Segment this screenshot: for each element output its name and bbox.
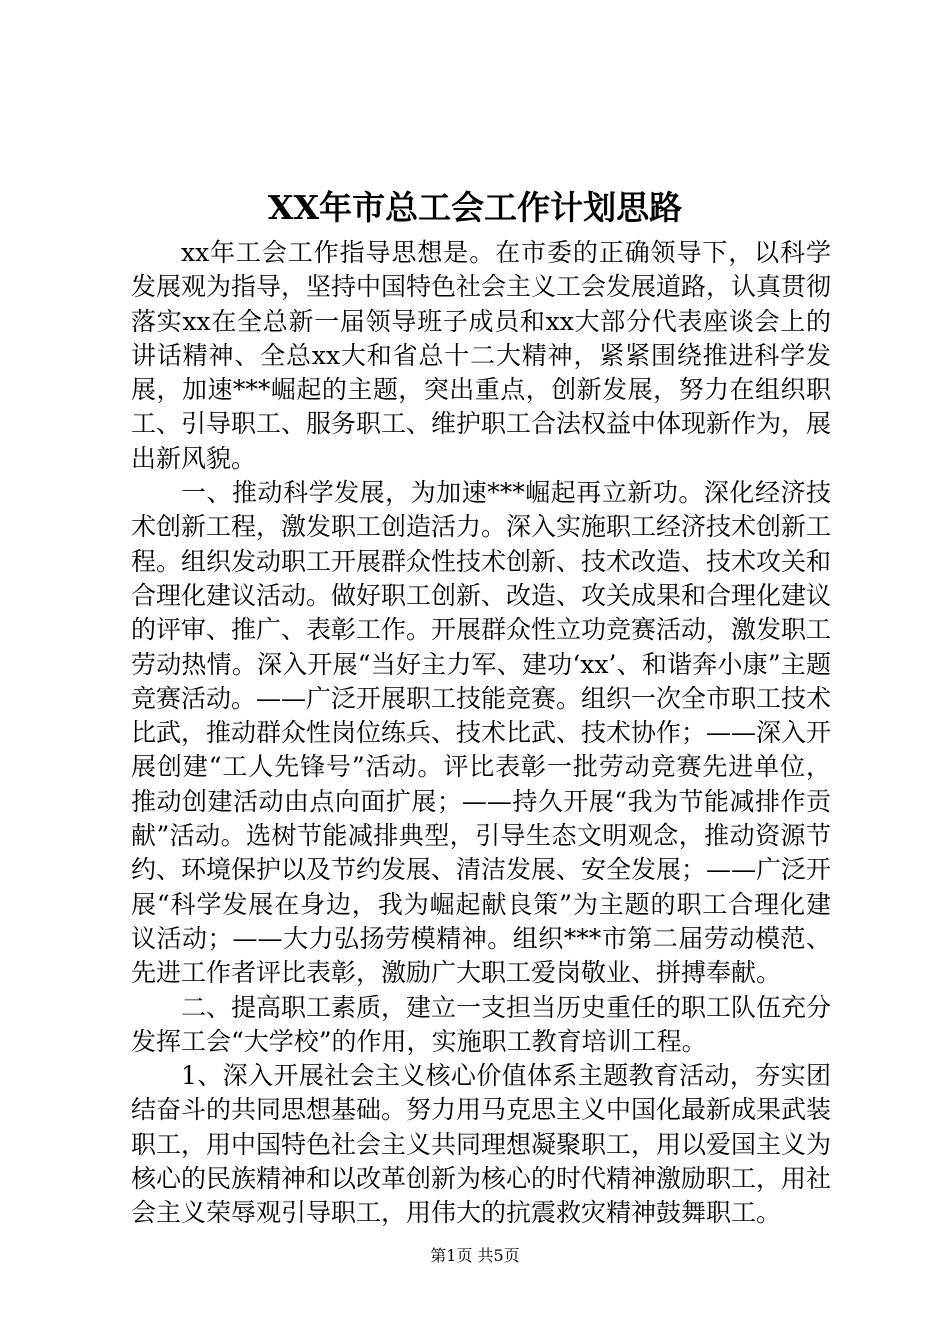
paragraph-item-one: 1、深入开展社会主义核心价值体系主题教育活动，夯实团结奋斗的共同思想基础。努力用马克思主义中国化最新成果武装职工，用中国特色社会主义共同理想凝聚职工，用以爱国主义为核心的民族精神和以改革创新为核心的时代精神激励职工，用社会主义荣辱观引导职工，用伟大的抗震救灾精神鼓舞职工。 — [131, 1061, 832, 1228]
paragraph-section-two: 二、提高职工素质，建立一支担当历史重任的职工队伍充分发挥工会“大学校”的作用，实施职工教育培训工程。 — [131, 992, 832, 1056]
document-title: XX年市总工会工作计划思路 — [267, 188, 683, 227]
paragraph-guiding-ideology: xx年工会工作指导思想是。在市委的正确领导下，以科学发展观为指导，坚持中国特色社会主义工会发展道路，认真贯彻落实xx在全总新一届领导班子成员和xx大部分代表座谈会上的讲话精神、全总xx大和省总十二大精神，紧紧围绕推进科学发展，加速***崛起的主题，突出重点，创新发展，努力在组织职工、引导职工、服务职工、维护职工合法权益中体现新作为，展出新风貌。 — [131, 238, 832, 473]
paragraph-section-one: 一、推动科学发展，为加速***崛起再立新功。深化经济技术创新工程，激发职工创造活力。深入实施职工经济技术创新工程。组织发动职工开展群众性技术创新、技术改造、技术攻关和合理化建议活动。做好职工创新、改造、攻关成果和合理化建议的评审、推广、表彰工作。开展群众性立功竞赛活动，激发职工劳动热情。深入开展“当好主力军、建功‘xx’、和谐奔小康”主题竞赛活动。——广泛开展职工技能竞赛。组织一次全市职工技术比武，推动群众性岗位练兵、技术比武、技术协作；——深入开展创建“工人先锋号”活动。评比表彰一批劳动竞赛先进单位，推动创建活动由点向面扩展；——持久开展“我为节能减排作贡献”活动。选树节能减排典型，引导生态文明观念，推动资源节约、环境保护以及节约发展、清洁发展、安全发展；——广泛开展“科学发展在身边，我为崛起献良策”为主题的职工合理化建议活动；——大力弘扬劳模精神。组织***市第二届劳动模范、先进工作者评比表彰，激励广大职工爱岗敬业、拼搏奉献。 — [131, 478, 832, 988]
page-footer: 第1页 共5页 — [430, 1246, 520, 1265]
document-body — [131, 236, 831, 1231]
